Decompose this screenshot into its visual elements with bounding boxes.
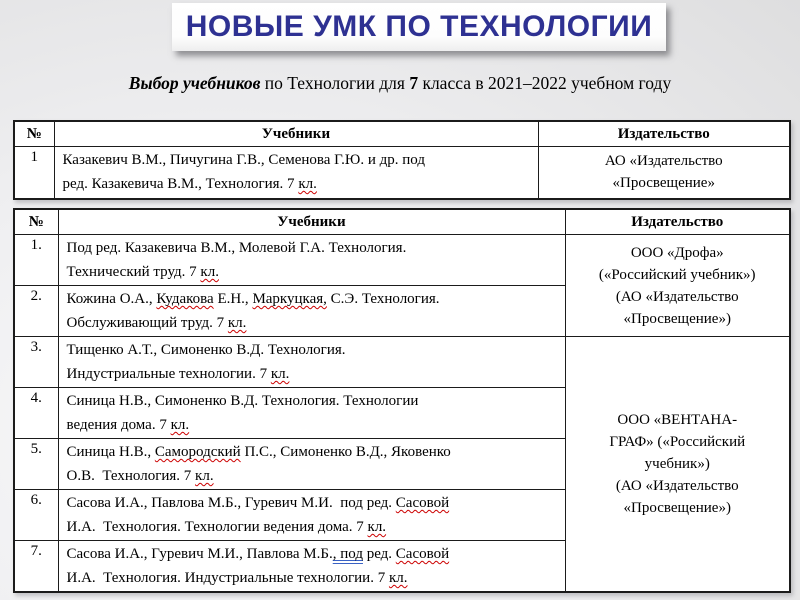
- subtitle-text-end: класса в 2021–2022 учебном году: [418, 73, 672, 93]
- text-segment: Кожина О.А.,: [66, 291, 157, 307]
- text-segment: Под ред. Казакевича В.М., Молевой Г.А. Технология.: [66, 240, 407, 256]
- text-segment: Синица Н.В., Симоненко В.Д. Технология. Технологии: [66, 393, 419, 409]
- textbook-line: [67, 260, 561, 284]
- textbook-cell: [58, 337, 565, 388]
- textbook-line: [67, 491, 561, 515]
- table-row: [14, 235, 790, 286]
- spell-marked-text: кл.: [227, 315, 247, 331]
- text-segment: П.С., Симоненко В.Д., Яковенко: [240, 444, 451, 460]
- column-header: №: [14, 121, 54, 147]
- textbook-cell: [58, 388, 565, 439]
- text-segment: Синица Н.В.,: [66, 444, 155, 460]
- textbook-line: [67, 542, 561, 566]
- spell-marked-text: Самородский: [154, 444, 241, 460]
- row-number-cell: 6.: [14, 490, 58, 541]
- table-row: [14, 337, 790, 388]
- textbook-line: [67, 413, 561, 437]
- column-header: №: [14, 209, 58, 235]
- spell-marked-text: Маркуцкая,: [252, 291, 327, 307]
- textbooks-table-1: [13, 120, 791, 200]
- page-title: НОВЫЕ УМК ПО ТЕХНОЛОГИИ: [185, 10, 653, 43]
- row-number-cell: 2.: [14, 286, 58, 337]
- text-segment: Е.Н.,: [213, 291, 253, 307]
- textbook-line: [67, 311, 561, 335]
- spell-marked-text: кл.: [195, 468, 214, 484]
- publisher-line: «Просвещение»: [612, 175, 715, 192]
- row-number-cell: 4.: [14, 388, 58, 439]
- subtitle: [0, 73, 800, 94]
- column-header: Издательство: [565, 209, 790, 235]
- title-banner: [172, 3, 666, 51]
- text-segment: Тищенко А.Т., Симоненко В.Д. Технология.: [66, 342, 346, 358]
- textbook-line: [67, 236, 561, 260]
- publisher-line: ООО «Дрофа»: [630, 244, 724, 261]
- textbook-line: [67, 464, 561, 488]
- subtitle-grade-number: 7: [409, 73, 419, 93]
- publisher-cell: [565, 235, 790, 337]
- publisher-line: «Просвещение»): [623, 500, 731, 516]
- textbook-line: [67, 389, 561, 413]
- textbook-cell: [58, 235, 565, 286]
- spell-marked-text: кл.: [270, 366, 290, 382]
- row-number-cell: 7.: [14, 541, 58, 593]
- text-segment: ведения дома. 7: [66, 417, 171, 433]
- spell-marked-text: кл.: [388, 570, 408, 586]
- textbook-line: [67, 515, 561, 539]
- textbook-line: [67, 566, 561, 590]
- publisher-line: учебник»): [644, 456, 710, 472]
- spell-marked-text: кл.: [170, 417, 190, 433]
- grammar-marked-text: , под: [332, 546, 363, 562]
- spell-marked-text: Кудакова: [156, 291, 214, 307]
- table-2-container: [13, 208, 791, 593]
- spell-marked-text: Сасовой: [395, 546, 450, 562]
- publisher-cell: [538, 147, 790, 199]
- header-row: [14, 209, 790, 235]
- text-segment: И.А. Технология. Индустриальные технологии. 7: [66, 570, 389, 586]
- subtitle-bold-italic: Выбор учебников: [128, 73, 261, 93]
- row-number-cell: 1: [14, 147, 54, 199]
- text-segment: О.В. Технология. 7: [66, 468, 196, 484]
- textbook-line: [63, 148, 534, 172]
- text-segment: С.Э. Технология.: [326, 291, 440, 307]
- publisher-line: ООО «ВЕНТАНА-: [617, 412, 738, 428]
- text-segment: Индустриальные технологии. 7: [66, 366, 271, 382]
- table-1-container: [13, 120, 791, 200]
- column-header: Издательство: [538, 121, 790, 147]
- row-number-cell: 1.: [14, 235, 58, 286]
- spell-marked-text: кл.: [298, 176, 317, 192]
- text-segment: ред. Казакевича В.М., Технология. 7: [62, 176, 299, 192]
- row-number-cell: 3.: [14, 337, 58, 388]
- spell-marked-text: кл.: [200, 264, 219, 280]
- publisher-line: («Российский учебник»): [598, 266, 756, 283]
- publisher-line: (АО «Издательство: [615, 288, 739, 305]
- publisher-cell: [565, 337, 790, 593]
- spell-marked-text: кл.: [367, 519, 387, 535]
- textbooks-table-2: [13, 208, 791, 593]
- text-segment: ред.: [362, 546, 396, 562]
- column-header: Учебники: [58, 209, 565, 235]
- textbook-cell: [58, 541, 565, 593]
- spell-marked-text: Сасовой: [395, 495, 450, 511]
- textbook-cell: [58, 490, 565, 541]
- text-segment: Казакевич В.М., Пичугина Г.В., Семенова Г.Ю. и др. под: [62, 152, 425, 168]
- publisher-line: ГРАФ» («Российский: [609, 434, 746, 450]
- header-row: [14, 121, 790, 147]
- text-segment: Сасова И.А., Гуревич М.И., Павлова М.Б.: [66, 546, 333, 562]
- text-segment: И.А. Технология. Технологии ведения дома. 7: [66, 519, 368, 535]
- subtitle-text: по Технологии для: [260, 73, 410, 93]
- text-segment: Обслуживающий труд. 7: [66, 315, 228, 331]
- textbook-line: [67, 338, 561, 362]
- textbook-line: [67, 440, 561, 464]
- text-segment: Технический труд. 7: [66, 264, 201, 280]
- row-number-cell: 5.: [14, 439, 58, 490]
- text-segment: Сасова И.А., Павлова М.Б., Гуревич М.И. под ред.: [66, 495, 396, 511]
- textbook-cell: [54, 147, 538, 199]
- textbook-cell: [58, 439, 565, 490]
- textbook-line: [67, 362, 561, 386]
- publisher-line: АО «Издательство: [604, 153, 723, 170]
- publisher-line: (АО «Издательство: [615, 478, 739, 494]
- table-row: [14, 147, 790, 199]
- textbook-cell: [58, 286, 565, 337]
- column-header: Учебники: [54, 121, 538, 147]
- publisher-line: «Просвещение»): [623, 310, 731, 327]
- textbook-line: [67, 287, 561, 311]
- textbook-line: [63, 172, 534, 196]
